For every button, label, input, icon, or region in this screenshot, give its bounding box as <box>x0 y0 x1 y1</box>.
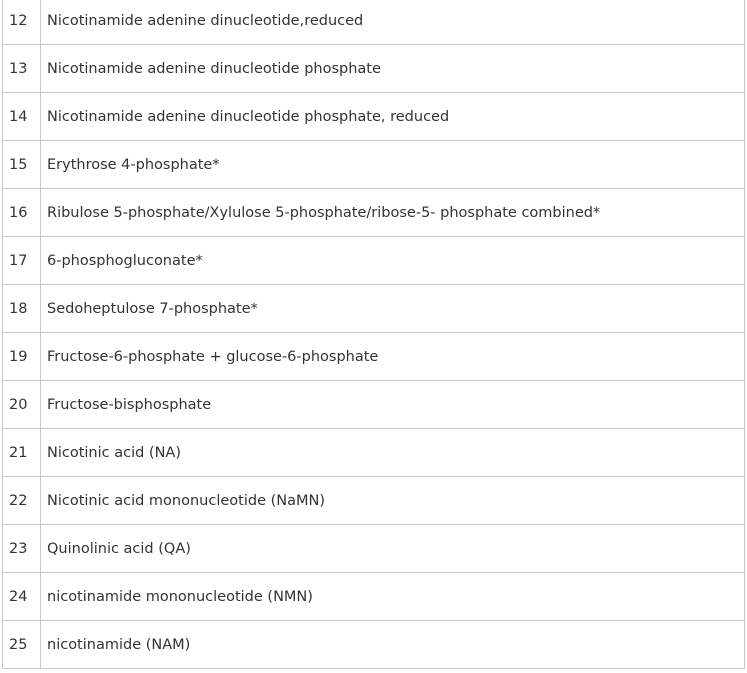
table-row <box>3 0 745 45</box>
table-row <box>3 45 745 93</box>
metabolite-name-cell: Nicotinamide adenine dinucleotide phosphate, reduced <box>41 93 745 141</box>
row-number-cell: 22 <box>3 477 41 525</box>
table-row <box>3 237 745 285</box>
row-number-cell: 25 <box>3 621 41 669</box>
row-number-cell: 17 <box>3 237 41 285</box>
table-row <box>3 573 745 621</box>
table-row <box>3 93 745 141</box>
row-number-cell: 19 <box>3 333 41 381</box>
row-number-cell: 13 <box>3 45 41 93</box>
table-row <box>3 621 745 669</box>
metabolite-table-body <box>3 0 745 669</box>
metabolite-name-cell: Nicotinic acid mononucleotide (NaMN) <box>41 477 745 525</box>
metabolite-name-cell: Nicotinamide adenine dinucleotide phosphate <box>41 45 745 93</box>
metabolite-name-cell: Sedoheptulose 7-phosphate* <box>41 285 745 333</box>
row-number-cell: 15 <box>3 141 41 189</box>
table-row <box>3 285 745 333</box>
row-number-cell: 14 <box>3 93 41 141</box>
row-number-cell: 18 <box>3 285 41 333</box>
metabolite-name-cell: Fructose-bisphosphate <box>41 381 745 429</box>
table-row <box>3 141 745 189</box>
metabolite-name-cell: Quinolinic acid (QA) <box>41 525 745 573</box>
row-number-cell: 23 <box>3 525 41 573</box>
metabolite-name-cell: 6-phosphogluconate* <box>41 237 745 285</box>
row-number-cell: 20 <box>3 381 41 429</box>
row-number-cell: 24 <box>3 573 41 621</box>
row-number-cell: 16 <box>3 189 41 237</box>
table-row <box>3 429 745 477</box>
metabolite-name-cell: nicotinamide mononucleotide (NMN) <box>41 573 745 621</box>
table-row <box>3 477 745 525</box>
metabolite-name-cell: Ribulose 5-phosphate/Xylulose 5-phosphate/ribose-5- phosphate combined* <box>41 189 745 237</box>
table-row <box>3 333 745 381</box>
metabolite-name-cell: Nicotinamide adenine dinucleotide,reduced <box>41 0 745 45</box>
metabolite-name-cell: Fructose-6-phosphate + glucose-6-phosphate <box>41 333 745 381</box>
metabolite-name-cell: Nicotinic acid (NA) <box>41 429 745 477</box>
table-row <box>3 381 745 429</box>
table-row <box>3 189 745 237</box>
metabolite-table <box>2 0 745 669</box>
row-number-cell: 12 <box>3 0 41 45</box>
metabolite-name-cell: nicotinamide (NAM) <box>41 621 745 669</box>
table-row <box>3 525 745 573</box>
metabolite-name-cell: Erythrose 4-phosphate* <box>41 141 745 189</box>
row-number-cell: 21 <box>3 429 41 477</box>
